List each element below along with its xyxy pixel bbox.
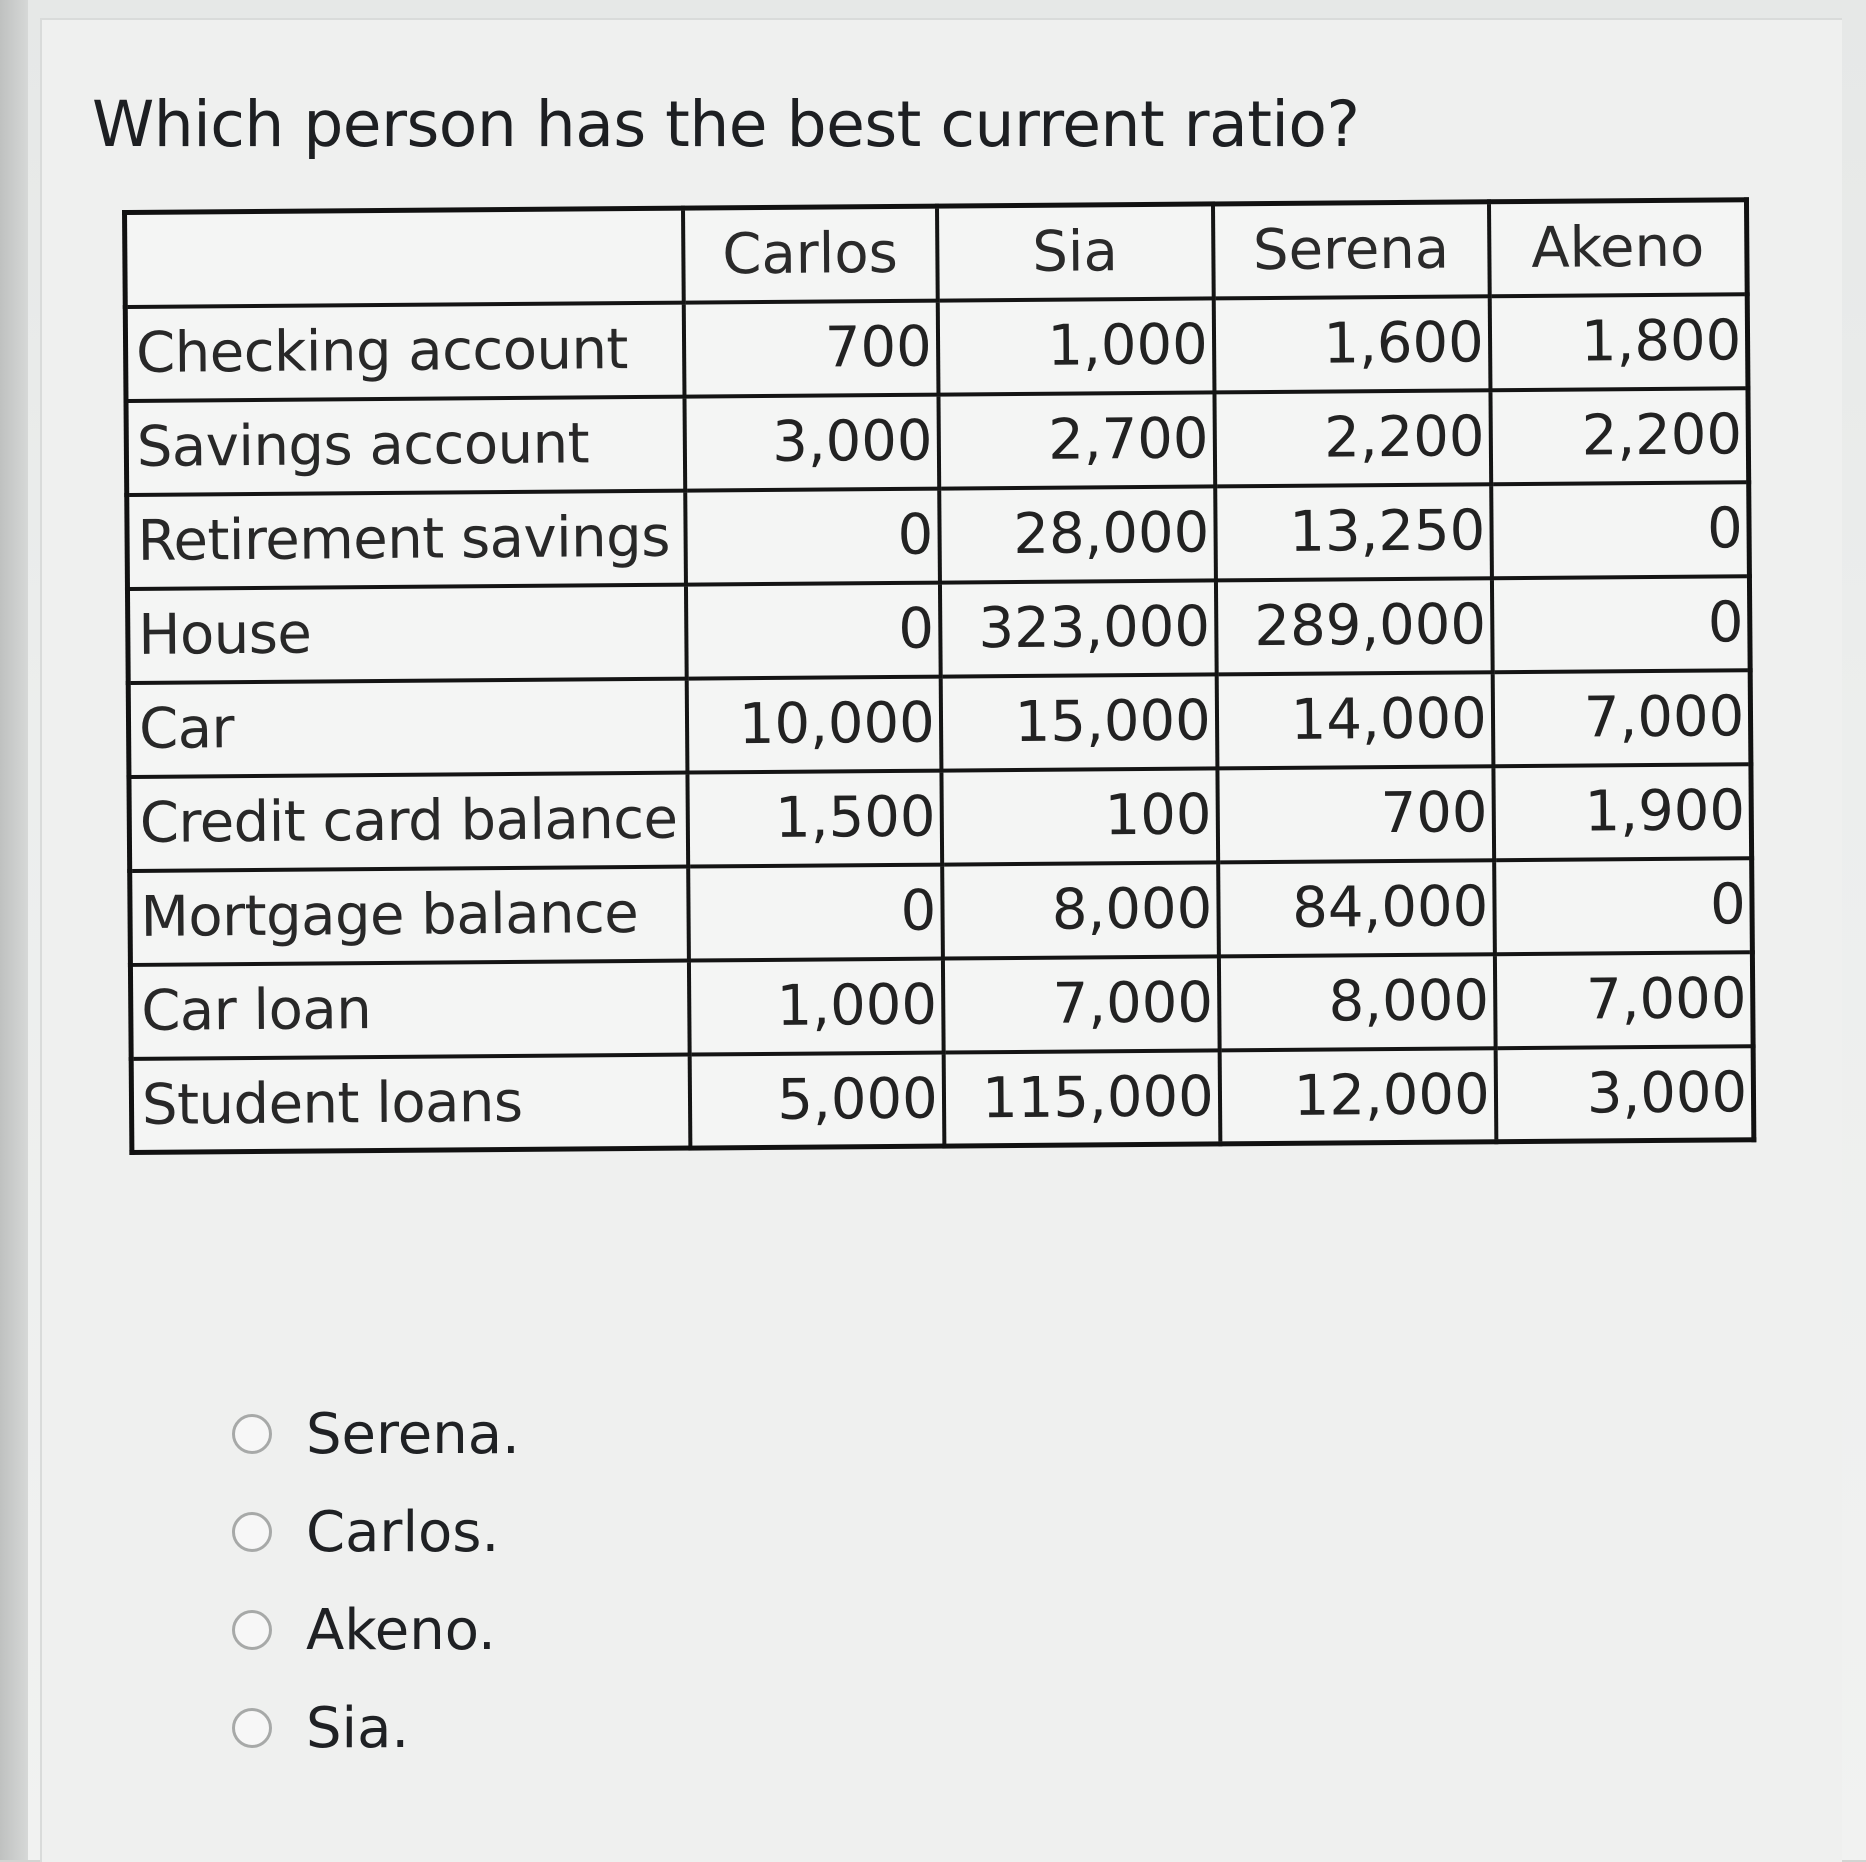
table-row [130,952,1753,1059]
question-text: Which person has the best current ratio? [92,88,1360,161]
row-label: Retirement savings [127,490,686,588]
table-row [125,294,1748,401]
option-label[interactable]: Carlos. [306,1499,500,1565]
header-carlos: Carlos [683,206,938,302]
cell-sia: 100 [941,768,1218,864]
option-akeno[interactable] [232,1581,520,1679]
cell-sia: 7,000 [943,956,1220,1052]
cell-akeno: 7,000 [1492,670,1751,766]
cell-akeno: 7,000 [1495,952,1754,1048]
cell-sia: 15,000 [940,674,1217,770]
radio-button[interactable] [232,1610,272,1650]
answer-options [232,1385,520,1777]
radio-button[interactable] [232,1708,272,1748]
cell-serena: 13,250 [1215,484,1492,580]
window-edge [0,0,28,1860]
table-row [127,482,1750,589]
option-serena[interactable] [232,1385,520,1483]
cell-serena: 8,000 [1219,954,1496,1050]
cell-serena: 289,000 [1216,578,1493,674]
table-row [127,576,1750,683]
row-label: Credit card balance [129,772,688,870]
table-row [126,388,1749,495]
cell-sia: 8,000 [942,862,1219,958]
financial-table-wrapper [122,197,1757,1155]
table-row [130,858,1753,965]
option-carlos[interactable] [232,1483,520,1581]
cell-akeno: 0 [1491,482,1750,578]
cell-sia: 28,000 [939,486,1216,582]
header-akeno: Akeno [1489,200,1748,296]
row-label: Student loans [131,1054,690,1152]
row-label: Car [128,678,687,776]
cell-carlos: 1,500 [687,770,942,866]
cell-serena: 1,600 [1213,296,1490,392]
header-corner [125,208,684,306]
cell-carlos: 0 [686,582,941,678]
option-sia[interactable] [232,1679,520,1777]
cell-carlos: 700 [683,300,938,396]
row-label: Car loan [130,960,689,1058]
cell-carlos: 5,000 [689,1052,944,1148]
table-row [131,1046,1754,1153]
row-label: Mortgage balance [130,866,689,964]
header-sia: Sia [937,204,1214,300]
radio-button[interactable] [232,1414,272,1454]
cell-akeno: 1,800 [1489,294,1748,390]
option-label[interactable]: Serena. [306,1401,520,1467]
header-serena: Serena [1213,202,1490,298]
row-label: House [127,584,686,682]
cell-carlos: 3,000 [684,394,939,490]
row-label: Checking account [125,302,684,400]
cell-serena: 12,000 [1219,1048,1496,1144]
cell-carlos: 10,000 [686,676,941,772]
cell-akeno: 0 [1494,858,1753,954]
row-label: Savings account [126,396,685,494]
cell-akeno: 0 [1492,576,1751,672]
radio-button[interactable] [232,1512,272,1552]
cell-akeno: 2,200 [1490,388,1749,484]
financial-table [122,197,1757,1155]
cell-sia: 115,000 [943,1050,1220,1146]
cell-serena: 84,000 [1218,860,1495,956]
cell-carlos: 0 [688,864,943,960]
cell-carlos: 1,000 [689,958,944,1054]
table-row [128,670,1751,777]
option-label[interactable]: Akeno. [306,1597,496,1663]
cell-sia: 1,000 [937,298,1214,394]
cell-serena: 14,000 [1216,672,1493,768]
cell-carlos: 0 [685,488,940,584]
table-row [129,764,1752,871]
cell-serena: 2,200 [1214,390,1491,486]
table-header-row [125,200,1748,307]
cell-sia: 323,000 [940,580,1217,676]
cell-akeno: 1,900 [1493,764,1752,860]
cell-serena: 700 [1217,766,1494,862]
option-label[interactable]: Sia. [306,1695,410,1761]
cell-akeno: 3,000 [1495,1046,1754,1142]
cell-sia: 2,700 [938,392,1215,488]
